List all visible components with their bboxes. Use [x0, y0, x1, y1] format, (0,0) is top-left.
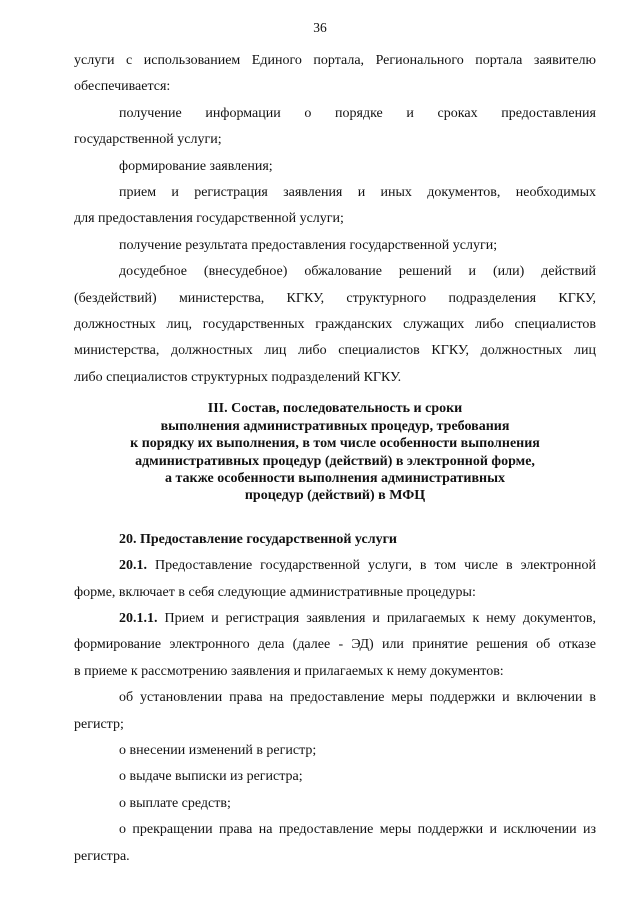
page-number: 36	[313, 20, 327, 35]
clause-20-1-1-line-2: формирование электронного дела (далее - ЭД) или принятие решения об отказе	[74, 637, 596, 653]
intro-line-2: обеспечивается:	[74, 79, 171, 95]
intro-paragraph	[74, 48, 596, 101]
appeal-line-2: (бездействий) министерства, КГКУ, структурного подразделения КГКУ,	[74, 290, 596, 306]
procedure-line-2: регистра.	[74, 848, 130, 864]
section-heading-line: процедур (действий) в МФЦ	[244, 488, 426, 504]
procedure-item: о выплате средств;	[119, 795, 231, 811]
appeal-line-5: либо специалистов структурных подразделений КГКУ.	[74, 369, 402, 385]
appeal-line-4: министерства, должностных лиц либо специалистов КГКУ, должностных лиц	[74, 343, 596, 359]
document-body	[74, 48, 596, 870]
list-item-info	[74, 101, 596, 154]
procedure-item	[74, 817, 596, 870]
list-item-registration-line-2: для предоставления государственной услуги;	[74, 211, 344, 227]
clause-20-1	[74, 553, 596, 606]
section-heading-line: к порядку их выполнения, в том числе особенности выполнения	[130, 436, 540, 452]
clause-number: 20.1.1.	[119, 610, 158, 626]
list-item-registration	[74, 180, 596, 233]
clause-20-1-line-2: форме, включает в себя следующие административные процедуры:	[74, 584, 476, 600]
clause-20-1-line-1	[74, 553, 596, 579]
procedure-line-1: о прекращении права на предоставление меры поддержки и исключении из	[119, 822, 596, 838]
section-heading	[74, 400, 596, 504]
clause-20-1-1-line-1	[74, 606, 596, 632]
appeal-line-3: должностных лиц, государственных гражданских служащих либо специалистов	[74, 317, 596, 333]
subsection-title: 20. Предоставление государственной услуги	[119, 531, 397, 547]
clause-number: 20.1.	[119, 558, 147, 574]
list-item-result: получение результата предоставления государственной услуги;	[119, 237, 498, 253]
appeal-paragraph	[74, 259, 596, 391]
section-heading-line: выполнения административных процедур, требования	[160, 418, 510, 434]
section-heading-line: III. Состав, последовательность и сроки	[207, 401, 463, 417]
section-heading-line: а также особенности выполнения административных	[164, 470, 506, 486]
list-item-info-line-2: государственной услуги;	[74, 132, 222, 148]
procedure-item: о внесении изменений в регистр;	[119, 742, 317, 758]
procedure-line-1: об установлении права на предоставление меры поддержки и включении в	[119, 690, 596, 706]
intro-line-1: услуги с использованием Единого портала, Регионального портала заявителю	[74, 53, 596, 68]
clause-20-1-1-line-3: в приеме к рассмотрению заявления и прилагаемых к нему документов:	[74, 663, 504, 679]
appeal-line-1: досудебное (внесудебное) обжалование решений и (или) действий	[119, 264, 596, 280]
clause-text: Прием и регистрация заявления и прилагаемых к нему документов,	[157, 610, 596, 626]
list-item-info-line-1: получение информации о порядке и сроках предоставления	[119, 105, 596, 121]
list-item-registration-line-1: прием и регистрация заявления и иных документов, необходимых	[119, 185, 596, 201]
procedure-item: о выдаче выписки из регистра;	[119, 769, 303, 785]
procedure-item	[74, 685, 596, 738]
procedure-line-2: регистр;	[74, 716, 124, 732]
clause-20-1-1	[74, 606, 596, 685]
section-heading-line: административных процедур (действий) в электронной форме,	[135, 453, 535, 469]
list-item-form: формирование заявления;	[119, 158, 273, 174]
clause-text: Предоставление государственной услуги, в том числе в электронной	[147, 558, 596, 574]
